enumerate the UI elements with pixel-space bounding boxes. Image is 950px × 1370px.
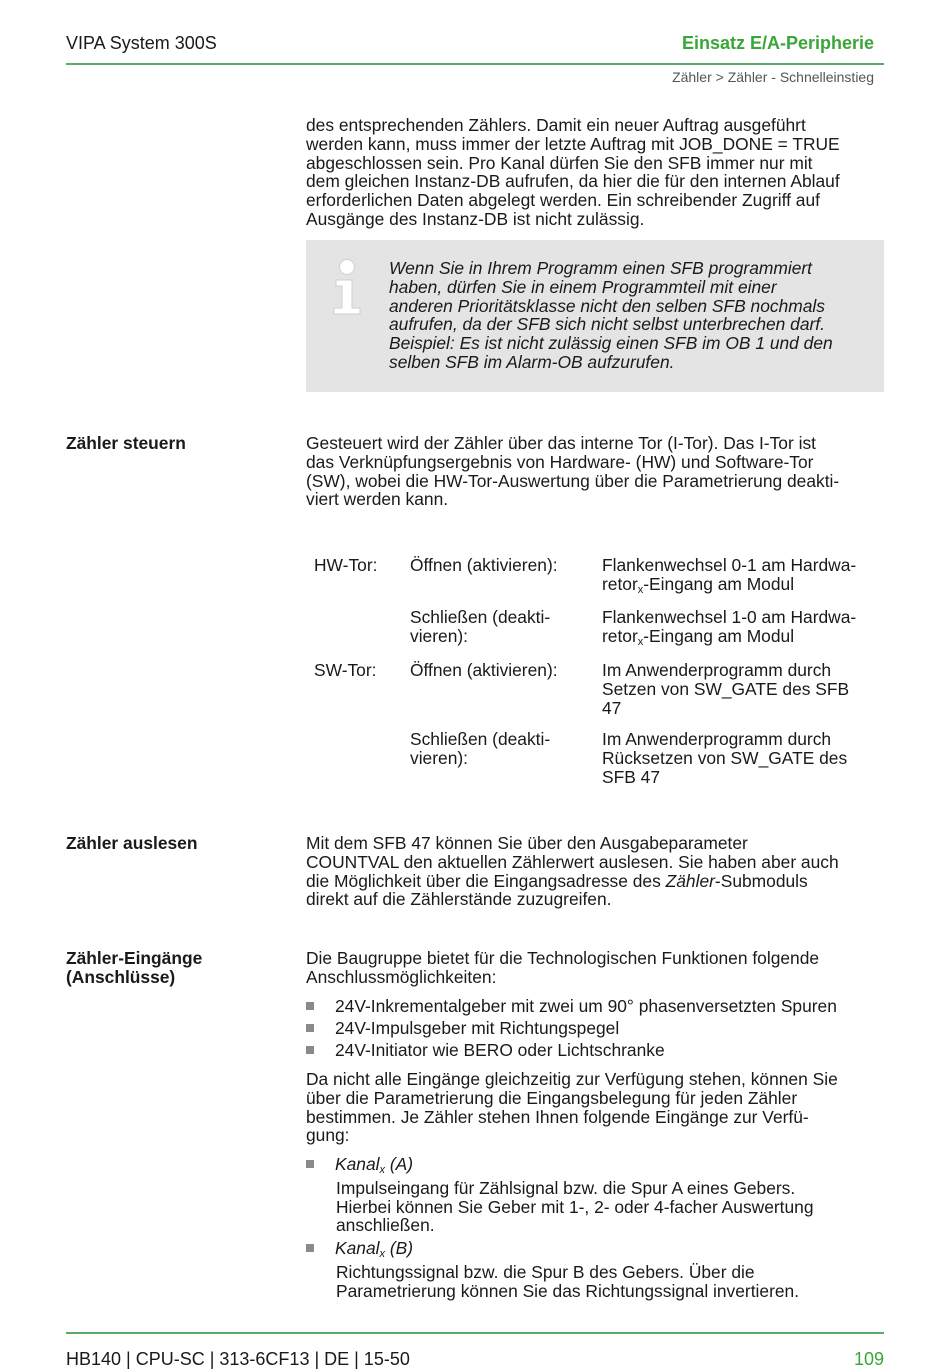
kanal-b-item: Kanal$_x$ (B) Richtungssignal bzw. die Spur B des Gebers. Über die Parametrierung können Sie das Richtungssignal invertieren. bbox=[306, 1239, 886, 1300]
connection-list bbox=[306, 997, 886, 1059]
kanal-b-description: Richtungssignal bzw. die Spur B des Gebers. Über die Parametrierung können Sie das Richtungssignal invertieren. bbox=[336, 1261, 800, 1301]
hw-open-desc: Flankenwechsel 0-1 am Hardwa- retor$_x$-Eingang am Modul bbox=[602, 555, 857, 596]
hw-close-label: Schließen (deakti- vieren): bbox=[410, 607, 551, 646]
hw-gate-label: HW-Tor: bbox=[314, 555, 378, 575]
sw-gate-label: SW-Tor: bbox=[314, 660, 377, 680]
header-chapter-title: Einsatz E/A-Peripherie bbox=[681, 33, 874, 53]
square-bullet-icon bbox=[306, 1244, 314, 1252]
breadcrumb: Zähler > Zähler - Schnelleinstieg bbox=[672, 69, 874, 85]
header-divider bbox=[66, 63, 884, 65]
eingaenge-paragraph: Da nicht alle Eingänge gleichzeitig zur Verfügung stehen, können Sie über die Parametrierung die Eingangsbelegung für jeden Zähler bestimmen. Je Zähler stehen Ihnen folgende Eingänge zur Verfü- gung: bbox=[306, 1069, 838, 1146]
eingaenge-intro: Die Baugruppe bietet für die Technologischen Funktionen folgende Anschlussmöglichkeiten: bbox=[306, 948, 820, 987]
page-number: 109 bbox=[853, 1349, 884, 1369]
square-bullet-icon bbox=[306, 1024, 314, 1032]
auslesen-paragraph: Mit dem SFB 47 können Sie über den Ausgabeparameter COUNTVAL den aktuellen Zählerwert auslesen. Sie haben aber auch die Möglichkeit über die Eingangsadresse des Zähler-Submoduls direkt auf die Zählerstände zuzugreifen. bbox=[306, 833, 839, 910]
note-text: Wenn Sie in Ihrem Programm einen SFB programmiert haben, dürfen Sie in einem Programmteil mit einer anderen Prioritätsklasse nicht den selben SFB nochmals aufrufen, da der SFB sich nicht selbst unterbrechen darf. Beispiel: Es ist nicht zulässig einen SFB im OB 1 und den selben SFB im Alarm-OB aufzurufen. bbox=[389, 258, 833, 372]
info-icon bbox=[330, 258, 364, 316]
square-bullet-icon bbox=[306, 1002, 314, 1010]
sw-open-label: Öffnen (aktivieren): bbox=[410, 660, 558, 680]
list-item: 24V-Impulsgeber mit Richtungspegel bbox=[306, 1019, 886, 1038]
list-item: 24V-Inkrementalgeber mit zwei um 90° phasenversetzten Spuren bbox=[306, 997, 886, 1016]
sw-close-label: Schließen (deakti- vieren): bbox=[410, 729, 551, 768]
kanal-a-item: Kanal$_x$ (A) Impulseingang für Zählsignal bzw. die Spur A eines Gebers. Hierbei können Sie Geber mit 1-, 2- oder 4-facher Auswertung anschließen. bbox=[306, 1155, 886, 1235]
section-label-auslesen: Zähler auslesen bbox=[66, 833, 198, 853]
footer-document-id: HB140 | CPU-SC | 313-6CF13 | DE | 15-50 bbox=[66, 1349, 410, 1369]
intro-paragraph: des entsprechenden Zählers. Damit ein neuer Auftrag ausgeführt werden kann, muss immer der letzte Auftrag mit JOB_DONE = TRUE abgeschlossen sein. Pro Kanal dürfen Sie den SFB immer nur mit dem gleichen Instanz-DB aufrufen, da hier die für den internen Ablauf erforderlichen Daten abgelegt werden. Ein schreibender Zugriff auf Ausgänge des Instanz-DB ist nicht zulässig. bbox=[306, 115, 840, 229]
list-item: 24V-Initiator wie BERO oder Lichtschranke bbox=[306, 1041, 886, 1060]
square-bullet-icon bbox=[306, 1160, 314, 1168]
header-manual-title: VIPA System 300S bbox=[66, 33, 217, 53]
hw-close-desc: Flankenwechsel 1-0 am Hardwa- retor$_x$-Eingang am Modul bbox=[602, 607, 857, 648]
sw-open-desc: Im Anwenderprogramm durch Setzen von SW_GATE des SFB 47 bbox=[602, 660, 850, 718]
footer-divider bbox=[66, 1332, 884, 1334]
steuern-paragraph: Gesteuert wird der Zähler über das interne Tor (I-Tor). Das I-Tor ist das Verknüpfungsergebnis von Hardware- (HW) und Software-Tor (SW), wobei die HW-Tor-Auswertung über die Parametrierung deakti- viert werden kann. bbox=[306, 433, 840, 510]
section-label-eingaenge: Zähler-Eingänge (Anschlüsse) bbox=[66, 948, 203, 987]
sw-close-desc: Im Anwenderprogramm durch Rücksetzen von SW_GATE des SFB 47 bbox=[602, 729, 848, 787]
square-bullet-icon bbox=[306, 1046, 314, 1054]
section-label-steuern: Zähler steuern bbox=[66, 433, 186, 453]
kanal-a-description: Impulseingang für Zählsignal bzw. die Spur A eines Gebers. Hierbei können Sie Geber mit 1-, 2- oder 4-facher Auswertung anschließen. bbox=[336, 1177, 814, 1236]
hw-open-label: Öffnen (aktivieren): bbox=[410, 555, 558, 575]
